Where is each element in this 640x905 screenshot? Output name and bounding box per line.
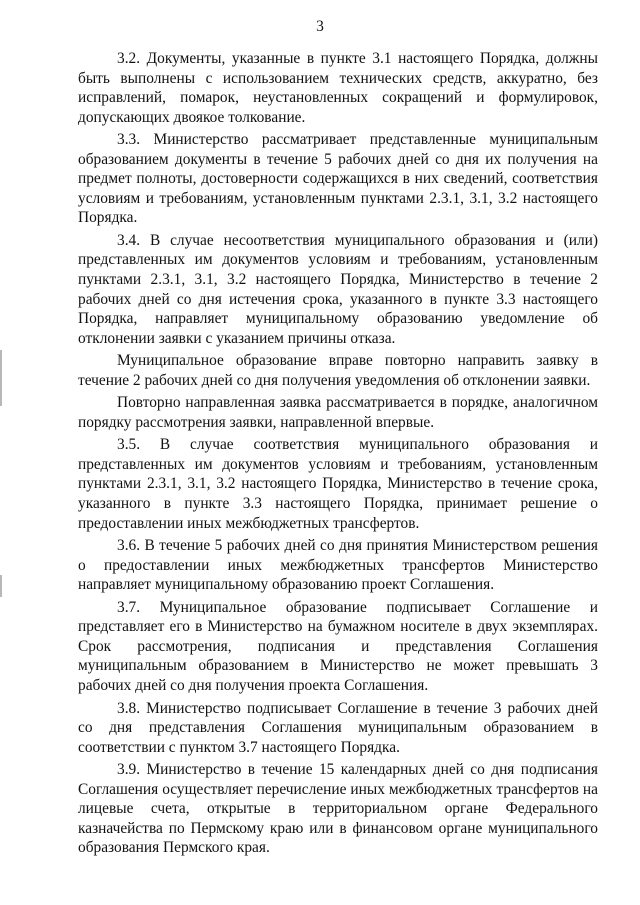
paragraph-3-2: 3.2. Документы, указанные в пункте 3.1 настоящего Порядка, должны быть выполнены с использованием технических средств, аккуратно, без исправлений, помарок, неустановленных сокращений и формулировок, допускающих двоякое толкование. xyxy=(78,50,598,126)
scan-margin-mark xyxy=(0,575,2,597)
paragraph-3-9: 3.9. Министерство в течение 15 календарных дней со дня подписания Соглашения осуществляет перечисление иных межбюджетных трансфертов на лицевые счета, открытые в территориальном органе Федерального казначейства по Пермскому краю или в финансовом органе муниципального образования Пермского края. xyxy=(78,761,598,857)
paragraph-3-4: 3.4. В случае несоответствия муниципального образования и (или) представленных им документов условиям и требованиям, установленным пунктами 2.3.1, 3.1, 3.2 настоящего Порядка, Министерство в течение 2 рабочих дней со дня истечения срока, указанного в пункте 3.3 настоящего Порядка, направляет муниципальному образованию уведомление об отклонении заявки с указанием причины отказа. xyxy=(78,231,598,347)
paragraph-3-8: 3.8. Министерство подписывает Соглашение в течение 3 рабочих дней со дня представления Соглашения муниципальным образованием в соответствии с пунктом 3.7 настоящего Порядка. xyxy=(78,699,598,756)
paragraph-3-5: 3.5. В случае соответствия муниципального образования и представленных им документов условиям и требованиям, установленным пунктами 2.3.1, 3.1, 3.2 настоящего Порядка, Министерство в течение срока, указанного в пункте 3.3 настоящего Порядка, принимает решение о предоставлении иных межбюджетных трансфертов. xyxy=(78,436,598,532)
paragraph-3-7: 3.7. Муниципальное образование подписывает Соглашение и представляет его в Министерство на бумажном носителе в двух экземплярах. Срок рассмотрения, подписания и представления Соглашения муниципальным образованием в Министерство не может превышать 3 рабочих дней со дня получения проекта Соглашения. xyxy=(78,598,598,694)
document-body xyxy=(78,49,598,858)
paragraph-3-4-review: Повторно направленная заявка рассматривается в порядке, аналогичном порядку рассмотрения заявки, направленной впервые. xyxy=(78,394,598,431)
paragraph-3-3: 3.3. Министерство рассматривает представленные муниципальным образованием документы в течение 5 рабочих дней со дня их получения на предмет полноты, достоверности содержащихся в них сведений, соответствия условиям и требованиям, установленным пунктами 2.3.1, 3.1, 3.2 настоящего Порядка. xyxy=(78,131,598,227)
scan-margin-mark xyxy=(0,350,2,406)
paragraph-3-4-repeat: Муниципальное образование вправе повторно направить заявку в течение 2 рабочих дней со дня получения уведомления об отклонении заявки. xyxy=(78,352,598,389)
page-number: 3 xyxy=(316,18,324,35)
paragraph-3-6: 3.6. В течение 5 рабочих дней со дня принятия Министерством решения о предоставлении иных межбюджетных трансфертов Министерство направляет муниципальному образованию проект Соглашения. xyxy=(78,537,598,594)
